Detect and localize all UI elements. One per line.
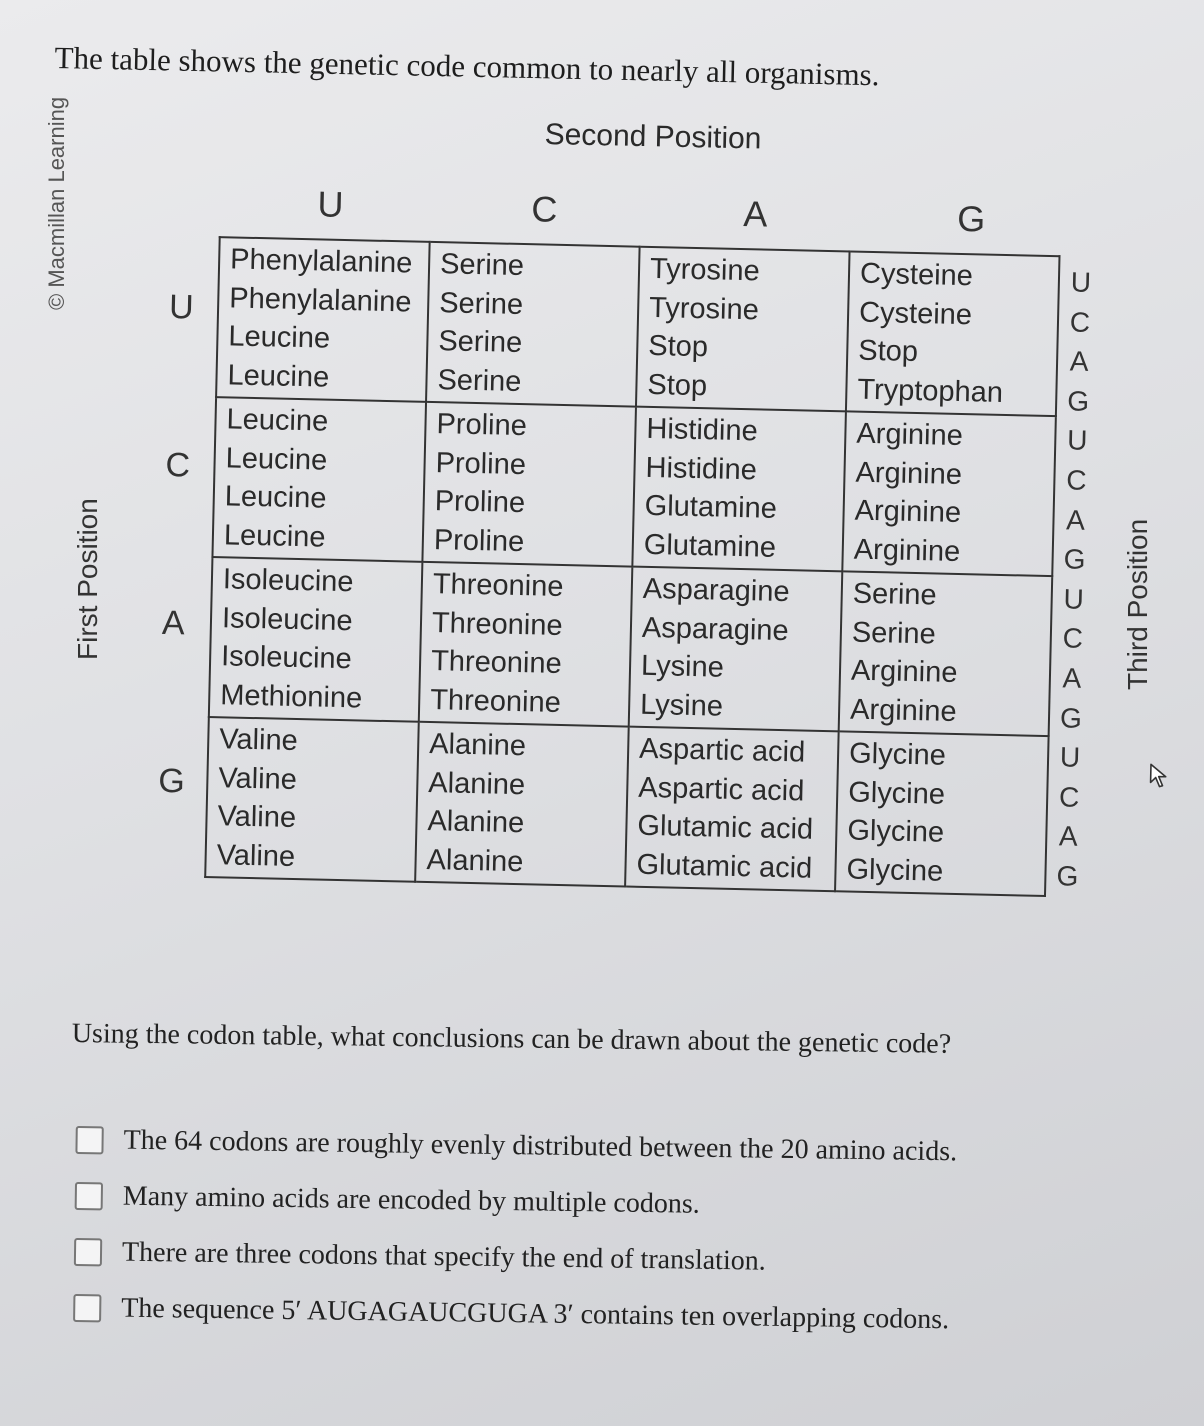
amino-acid: Threonine <box>429 683 562 719</box>
amino-acid: Aspartic acid <box>638 732 806 769</box>
third-position-letter: C <box>1062 622 1084 655</box>
amino-acid: Valine <box>218 761 298 796</box>
amino-acid: Arginine <box>850 654 958 689</box>
checkbox-option-2[interactable] <box>75 1182 103 1210</box>
amino-acid: Glycine <box>848 737 947 772</box>
amino-acid: Tyrosine <box>649 252 761 288</box>
amino-acid: Serine <box>852 577 937 612</box>
option-4-label: The sequence 5′ AUGAGAUCGUGA 3′ contains ten overlapping codons. <box>121 1292 950 1336</box>
row-header-u: U <box>168 288 195 327</box>
third-position-letter: U <box>1070 266 1092 298</box>
third-position-letter: A <box>1069 345 1089 378</box>
amino-acid: Phenylalanine <box>229 243 413 280</box>
amino-acid: Asparagine <box>642 572 790 609</box>
amino-acid: Glycine <box>847 776 946 811</box>
codon-cell-cc <box>422 402 636 567</box>
amino-acid: Lysine <box>639 688 724 723</box>
option-1-label: The 64 codons are roughly evenly distributed between the 20 amino acids. <box>123 1124 958 1168</box>
amino-acid: Serine <box>438 286 524 321</box>
row-header-g: G <box>157 761 186 801</box>
amino-acid: Threonine <box>431 606 563 642</box>
amino-acid: Stop <box>647 329 709 364</box>
codon-cell-ga <box>625 727 839 892</box>
third-position-letter: G <box>1066 385 1090 417</box>
mouse-pointer-icon <box>1148 762 1171 788</box>
amino-acid: Asparagine <box>641 611 790 647</box>
amino-acid: Alanine <box>428 728 527 763</box>
codon-cell-aa <box>629 567 843 732</box>
intro-text: The table shows the genetic code common to nearly all organisms. <box>54 40 880 93</box>
amino-acid: Cysteine <box>859 257 974 293</box>
amino-acid: Alanine <box>428 766 526 801</box>
amino-acid: Arginine <box>853 533 961 568</box>
amino-acid: Leucine <box>226 403 329 438</box>
option-3-label: There are three codons that specify the end of translation. <box>121 1236 766 1277</box>
codon-table <box>154 180 1130 922</box>
amino-acid: Threonine <box>430 645 563 681</box>
codon-cell-ug <box>846 251 1060 416</box>
third-position-letter: A <box>1065 503 1086 536</box>
amino-acid: Phenylalanine <box>228 281 412 319</box>
codon-cell-gc <box>415 722 629 887</box>
third-position-letter: C <box>1058 781 1080 813</box>
amino-acid: Histidine <box>645 451 758 486</box>
amino-acid: Serine <box>439 248 525 283</box>
codon-cell-ac <box>419 562 633 727</box>
option-4[interactable] <box>73 1280 955 1348</box>
codon-cell-cg <box>842 411 1056 576</box>
amino-acid: Methionine <box>219 678 363 714</box>
checkbox-option-3[interactable] <box>74 1238 102 1266</box>
first-position-label: First Position <box>72 498 103 660</box>
amino-acid: Proline <box>433 523 525 558</box>
third-position-letter: A <box>1058 820 1079 853</box>
row-header-c: C <box>165 445 191 485</box>
amino-acid: Arginine <box>855 456 963 491</box>
amino-acid: Leucine <box>224 480 327 515</box>
codon-row-u <box>216 237 1059 416</box>
third-position-letter: U <box>1066 424 1088 457</box>
column-header-u: U <box>317 183 344 225</box>
amino-acid: Glutamic acid <box>637 809 814 846</box>
amino-acid: Tyrosine <box>648 291 760 326</box>
amino-acid: Proline <box>436 408 528 443</box>
checkbox-option-1[interactable] <box>75 1126 103 1154</box>
question-text: Using the codon table, what conclusions can be drawn about the genetic code? <box>71 1018 952 1060</box>
codon-cell-ua <box>636 247 850 412</box>
copyright-watermark: © Macmillan Learning <box>44 96 69 310</box>
column-header-g: G <box>956 197 986 240</box>
amino-acid: Arginine <box>856 417 964 453</box>
third-position-letter: C <box>1069 306 1091 338</box>
amino-acid: Glycine <box>846 853 944 888</box>
amino-acid: Serine <box>437 363 522 398</box>
codon-cell-ag <box>839 571 1053 736</box>
amino-acid: Proline <box>434 485 526 520</box>
third-position-letter: G <box>1056 860 1079 892</box>
codon-cell-uu <box>216 237 430 402</box>
amino-acid: Aspartic acid <box>637 771 805 808</box>
row-header-a: A <box>161 603 186 643</box>
amino-acid: Proline <box>435 446 527 481</box>
codon-cell-cu <box>212 397 426 562</box>
codon-row-a <box>209 557 1052 736</box>
third-position-letter: U <box>1063 583 1085 615</box>
amino-acid: Cysteine <box>858 296 973 331</box>
answer-options <box>73 1112 958 1348</box>
amino-acid: Glycine <box>847 814 945 849</box>
amino-acid: Arginine <box>849 693 957 728</box>
amino-acid: Leucine <box>228 320 331 355</box>
codon-row-g <box>205 717 1048 896</box>
amino-acid: Valine <box>216 838 296 873</box>
second-position-label: Second Position <box>544 118 762 156</box>
amino-acid: Threonine <box>432 568 564 604</box>
codon-row-c <box>212 397 1055 576</box>
codon-cell-gg <box>835 731 1049 896</box>
amino-acid: Leucine <box>225 441 328 477</box>
amino-acid: Serine <box>438 325 523 360</box>
amino-acid: Glutamine <box>644 489 778 525</box>
third-position-letter: A <box>1062 662 1082 694</box>
third-position-letter: G <box>1059 701 1083 734</box>
codon-cell-gu <box>205 717 419 882</box>
amino-acid: Leucine <box>223 518 326 554</box>
amino-acid: Serine <box>851 616 937 650</box>
codon-cell-ca <box>632 407 846 572</box>
third-position-letter: G <box>1063 543 1086 576</box>
third-position-letter: C <box>1065 464 1087 496</box>
amino-acid: Glutamic acid <box>636 848 813 885</box>
third-position-label: Third Position <box>1122 518 1153 690</box>
amino-acid: Valine <box>217 800 297 835</box>
amino-acid: Glutamine <box>643 528 777 564</box>
option-2-label: Many amino acids are encoded by multiple codons. <box>122 1180 700 1220</box>
amino-acid: Stop <box>857 334 919 369</box>
codon-cell-uc <box>426 242 640 407</box>
amino-acid: Lysine <box>640 649 725 684</box>
amino-acid: Histidine <box>646 412 759 448</box>
amino-acid: Alanine <box>427 805 525 840</box>
amino-acid: Leucine <box>227 358 330 394</box>
amino-acid: Alanine <box>426 843 524 878</box>
third-position-letters <box>1052 262 1096 896</box>
column-header-a: A <box>742 193 768 235</box>
amino-acid: Isoleucine <box>222 563 354 599</box>
amino-acid: Isoleucine <box>221 601 354 637</box>
amino-acid: Arginine <box>854 494 962 530</box>
amino-acid: Valine <box>218 723 299 758</box>
codon-grid <box>204 236 1060 897</box>
amino-acid: Isoleucine <box>220 640 353 676</box>
column-header-c: C <box>530 188 558 230</box>
amino-acid: Stop <box>647 368 708 402</box>
third-position-letter: U <box>1059 741 1081 773</box>
codon-cell-au <box>209 557 423 722</box>
checkbox-option-4[interactable] <box>73 1294 101 1322</box>
amino-acid: Tryptophan <box>857 373 1004 409</box>
